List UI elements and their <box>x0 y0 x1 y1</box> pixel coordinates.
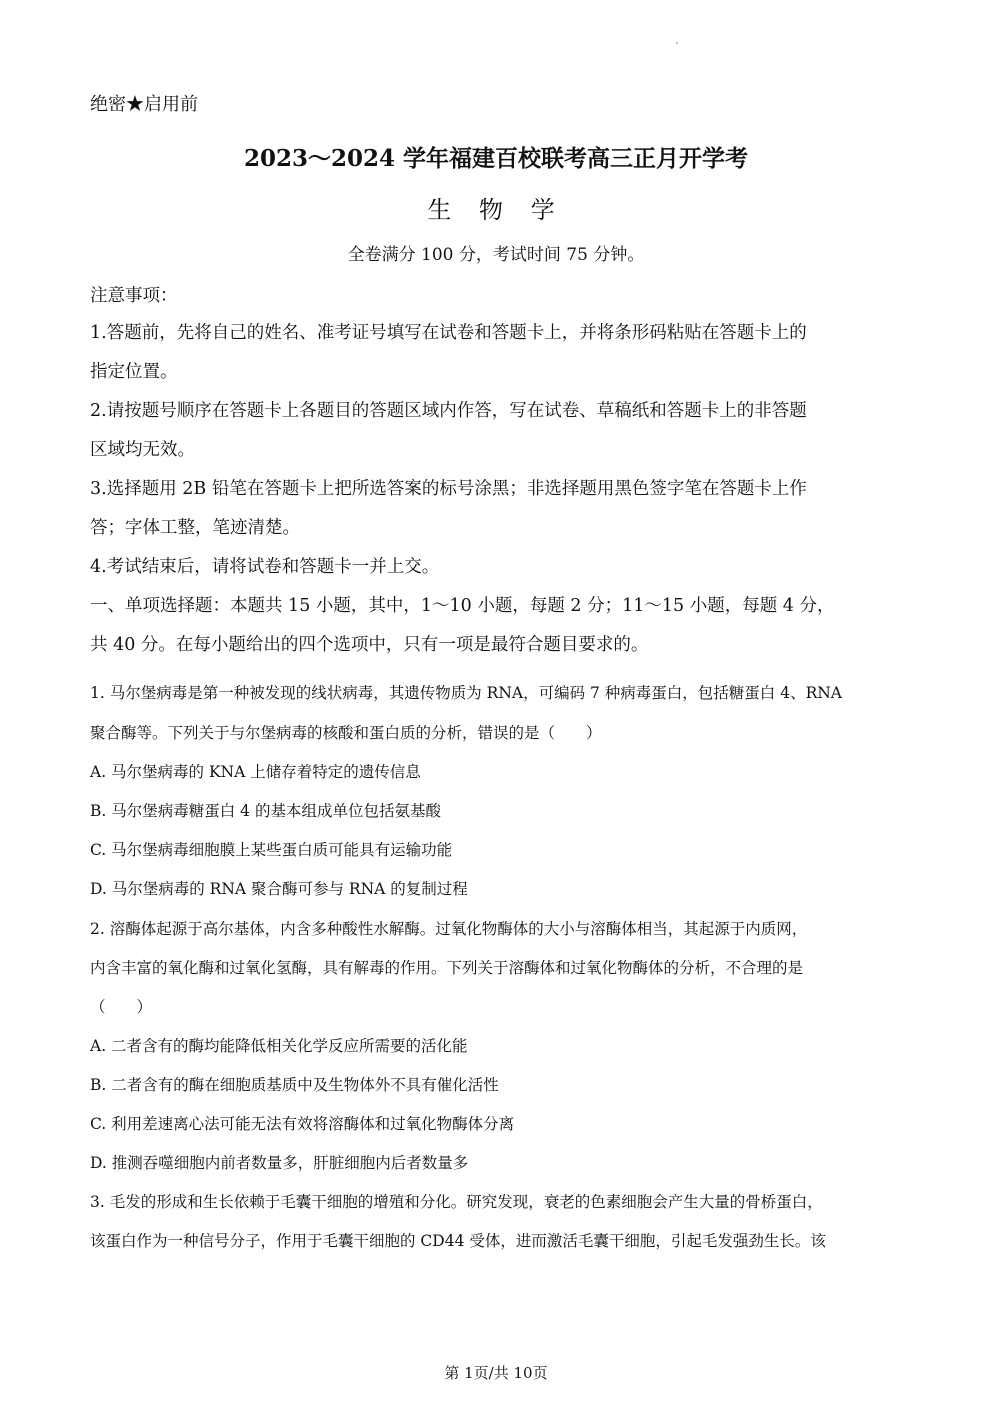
question-line: 聚合酶等。下列关于与尔堡病毒的核酸和蛋白质的分析，错误的是（ ） <box>90 724 602 742</box>
option-line: C. 马尔堡病毒细胞膜上某些蛋白质可能具有运输功能 <box>90 841 453 859</box>
question-line: 内含丰富的氧化酶和过氧化氢酶，具有解毒的作用。下列关于溶酶体和过氧化物酶体的分析，不合理的是 <box>90 959 804 977</box>
question-line: （ ） <box>90 998 153 1016</box>
question-line: 该蛋白作为一种信号分子，作用于毛囊干细胞的 CD44 受体，进而激活毛囊干细胞，引起毛发强劲生长。该 <box>90 1232 826 1250</box>
notice-line: 2.请按题号顺序在答题卡上各题目的答题区域内作答，写在试卷、草稿纸和答题卡上的非答题 <box>90 401 807 421</box>
notice-line: 答；字体工整，笔迹清楚。 <box>90 518 300 538</box>
score-note: 全卷满分 100 分，考试时间 75 分钟。 <box>347 245 645 265</box>
notice-line: 指定位置。 <box>90 362 178 382</box>
notice-line: 3.选择题用 2B 铅笔在答题卡上把所选答案的标号涂黑；非选择题用黑色签字笔在答题卡上作 <box>90 479 807 499</box>
question-line: 1. 马尔堡病毒是第一种被发现的线状病毒，其遗传物质为 RNA，可编码 7 种病毒蛋白，包括糖蛋白 4、RNA <box>90 684 843 702</box>
scan-speck <box>676 42 678 44</box>
notice-line: 区域均无效。 <box>90 440 195 460</box>
option-line: D. 马尔堡病毒的 RNA 聚合酶可参与 RNA 的复制过程 <box>90 880 468 898</box>
subject-title: 生 物 学 <box>427 196 565 224</box>
question-line: 3. 毛发的形成和生长依赖于毛囊干细胞的增殖和分化。研究发现，衰老的色素细胞会产生大量的骨桥蛋白， <box>90 1193 823 1211</box>
section-heading: 共 40 分。在每小题给出的四个选项中，只有一项是最符合题目要求的。 <box>90 635 649 655</box>
section-heading: 一、单项选择题：本题共 15 小题，其中，1～10 小题，每题 2 分；11～15 小题，每题 4 分， <box>90 596 835 616</box>
question-line: 2. 溶酶体起源于高尔基体，内含多种酸性水解酶。过氧化物酶体的大小与溶酶体相当，其起源于内质网， <box>90 920 808 938</box>
option-line: B. 二者含有的酶在细胞质基质中及生物体外不具有催化活性 <box>90 1076 499 1094</box>
page-number: 第 1页/共 10页 <box>444 1364 548 1382</box>
notice-heading: 注意事项： <box>90 286 178 306</box>
option-line: C. 利用差速离心法可能无法有效将溶酶体和过氧化物酶体分离 <box>90 1115 515 1133</box>
option-line: B. 马尔堡病毒糖蛋白 4 的基本组成单位包括氨基酸 <box>90 802 441 820</box>
option-line: A. 二者含有的酶均能降低相关化学反应所需要的活化能 <box>90 1037 468 1055</box>
exam-title: 2023～2024 学年福建百校联考高三正月开学考 <box>243 145 749 172</box>
notice-line: 1.答题前，先将自己的姓名、准考证号填写在试卷和答题卡上，并将条形码粘贴在答题卡上的 <box>90 323 807 343</box>
option-line: A. 马尔堡病毒的 KNA 上储存着特定的遗传信息 <box>90 763 421 781</box>
option-line: D. 推测吞噬细胞内前者数量多，肝脏细胞内后者数量多 <box>90 1154 469 1172</box>
notice-line: 4.考试结束后，请将试卷和答题卡一并上交。 <box>90 557 440 577</box>
confidential-label: 绝密★启用前 <box>90 94 198 115</box>
